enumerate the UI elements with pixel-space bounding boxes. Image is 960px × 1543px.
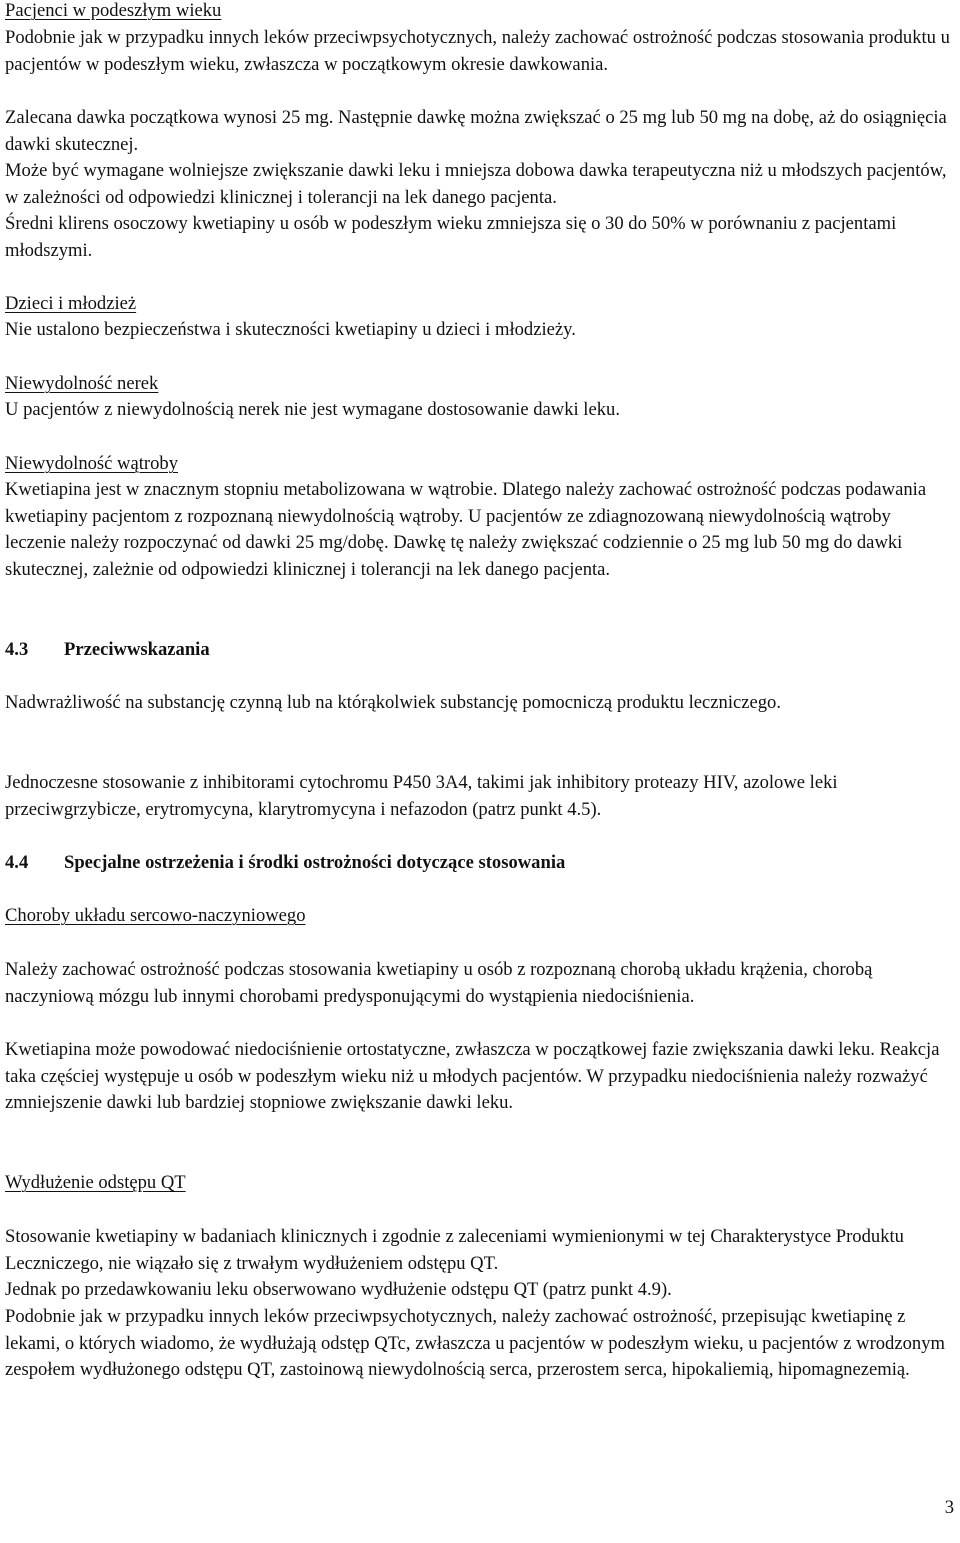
paragraph-renal: U pacjentów z niewydolnością nerek nie jest wymagane dostosowanie dawki leku. [5,399,620,420]
heading-qt: Wydłużenie odstępu QT [5,1172,186,1193]
paragraph-hepatic: Kwetiapina jest w znacznym stopniu metabolizowana w wątrobie. Dlatego należy zachować ostrożność podczas podawania kwetiapiny pacjentom z rozpoznaną niewydolnością wątroby. U pacjentów ze zdiagnozowaną niewydolnością wątroby leczenie należy rozpoczynać od dawki 25 mg/dobę. Dawkę tę należy zwiększać codziennie o 25 mg lub 50 mg do dawki skutecznej, zależnie od odpowiedzi klinicznej i tolerancji na lek danego pacjenta. [5,479,927,580]
page-number: 3 [944,1497,954,1518]
paragraph-qt-caution: Podobnie jak w przypadku innych leków przeciwpsychotycznych, należy zachować ostrożność, przepisując kwetiapinę z lekami, o których wiadomo, że wydłużają odstęp QTc, zwłaszcza u pacjentów w podeszłym wieku, u pacjentów z wrodzonym zespołem wydłużonego odstępu QT, zastoinową niewydolnością serca, przerostem serca, hipokaliemią, hipomagnezemią. [5,1306,945,1381]
heading-cardiovascular: Choroby układu sercowo-naczyniowego [5,905,306,926]
paragraph-qt-overdose: Jednak po przedawkowaniu leku obserwowano wydłużenie odstępu QT (patrz punkt 4.9). [5,1279,672,1300]
paragraph-cardio-caution: Należy zachować ostrożność podczas stosowania kwetiapiny u osób z rozpoznaną chorobą układu krążenia, chorobą naczyniową mózgu lub innymi chorobami predysponującymi do wystąpienia niedociśnienia. [5,959,873,1007]
heading-hepatic: Niewydolność wątroby [5,453,178,474]
section-title: Specjalne ostrzeżenia i środki ostrożności dotyczące stosowania [64,852,566,873]
heading-elderly: Pacjenci w podeszłym wieku [5,0,222,21]
paragraph-elderly-titration: Może być wymagane wolniejsze zwiększanie dawki leku i mniejsza dobowa dawka terapeutyczna niż u młodszych pacjentów, w zależności od odpowiedzi klinicznej i tolerancji na lek danego pacjenta. [5,160,947,208]
paragraph-children: Nie ustalono bezpieczeństwa i skuteczności kwetiapiny u dzieci i młodzieży. [5,319,576,340]
section-number: 4.4 [5,852,29,873]
section-title: Przeciwwskazania [64,639,210,660]
section-number: 4.3 [5,639,29,660]
paragraph-cyp3a4: Jednoczesne stosowanie z inhibitorami cytochromu P450 3A4, takimi jak inhibitory proteazy HIV, azolowe leki przeciwgrzybicze, erytromycyna, klarytromycyna i nefazodon (patrz punkt 4.5). [5,772,838,820]
section-4-3-heading [5,637,955,664]
paragraph-cardio-hypotension: Kwetiapina może powodować niedociśnienie ortostatyczne, zwłaszcza w początkowej fazie zwiększania dawki leku. Reakcja taka częściej występuje u osób w podeszłym wieku niż u młodych pacjentów. W przypadku niedociśnienia należy rozważyć zmniejszenie dawki lub bardziej stopniowe zwiększanie dawki leku. [5,1039,940,1114]
paragraph-qt-trials: Stosowanie kwetiapiny w badaniach klinicznych i zgodnie z zaleceniami wymienionymi w tej Charakterystyce Produktu Leczniczego, nie wiązało się z trwałym wydłużeniem odstępu QT. [5,1226,904,1274]
paragraph-elderly-dose: Zalecana dawka początkowa wynosi 25 mg. Następnie dawkę można zwiększać o 25 mg lub 50 mg na dobę, aż do osiągnięcia dawki skutecznej. [5,107,947,155]
paragraph-elderly-caution: Podobnie jak w przypadku innych leków przeciwpsychotycznych, należy zachować ostrożność podczas stosowania produktu u pacjentów w podeszłym wieku, zwłaszcza w początkowym okresie dawkowania. [5,27,950,75]
section-4-4-heading [5,850,955,877]
paragraph-elderly-clearance: Średni klirens osoczowy kwetiapiny u osób w podeszłym wieku zmniejsza się o 30 do 50% w porównaniu z pacjentami młodszymi. [5,213,897,261]
heading-renal: Niewydolność nerek [5,373,159,394]
paragraph-hypersensitivity: Nadwrażliwość na substancję czynną lub na którąkolwiek substancję pomocniczą produktu leczniczego. [5,692,782,713]
heading-children: Dzieci i młodzież [5,293,137,314]
